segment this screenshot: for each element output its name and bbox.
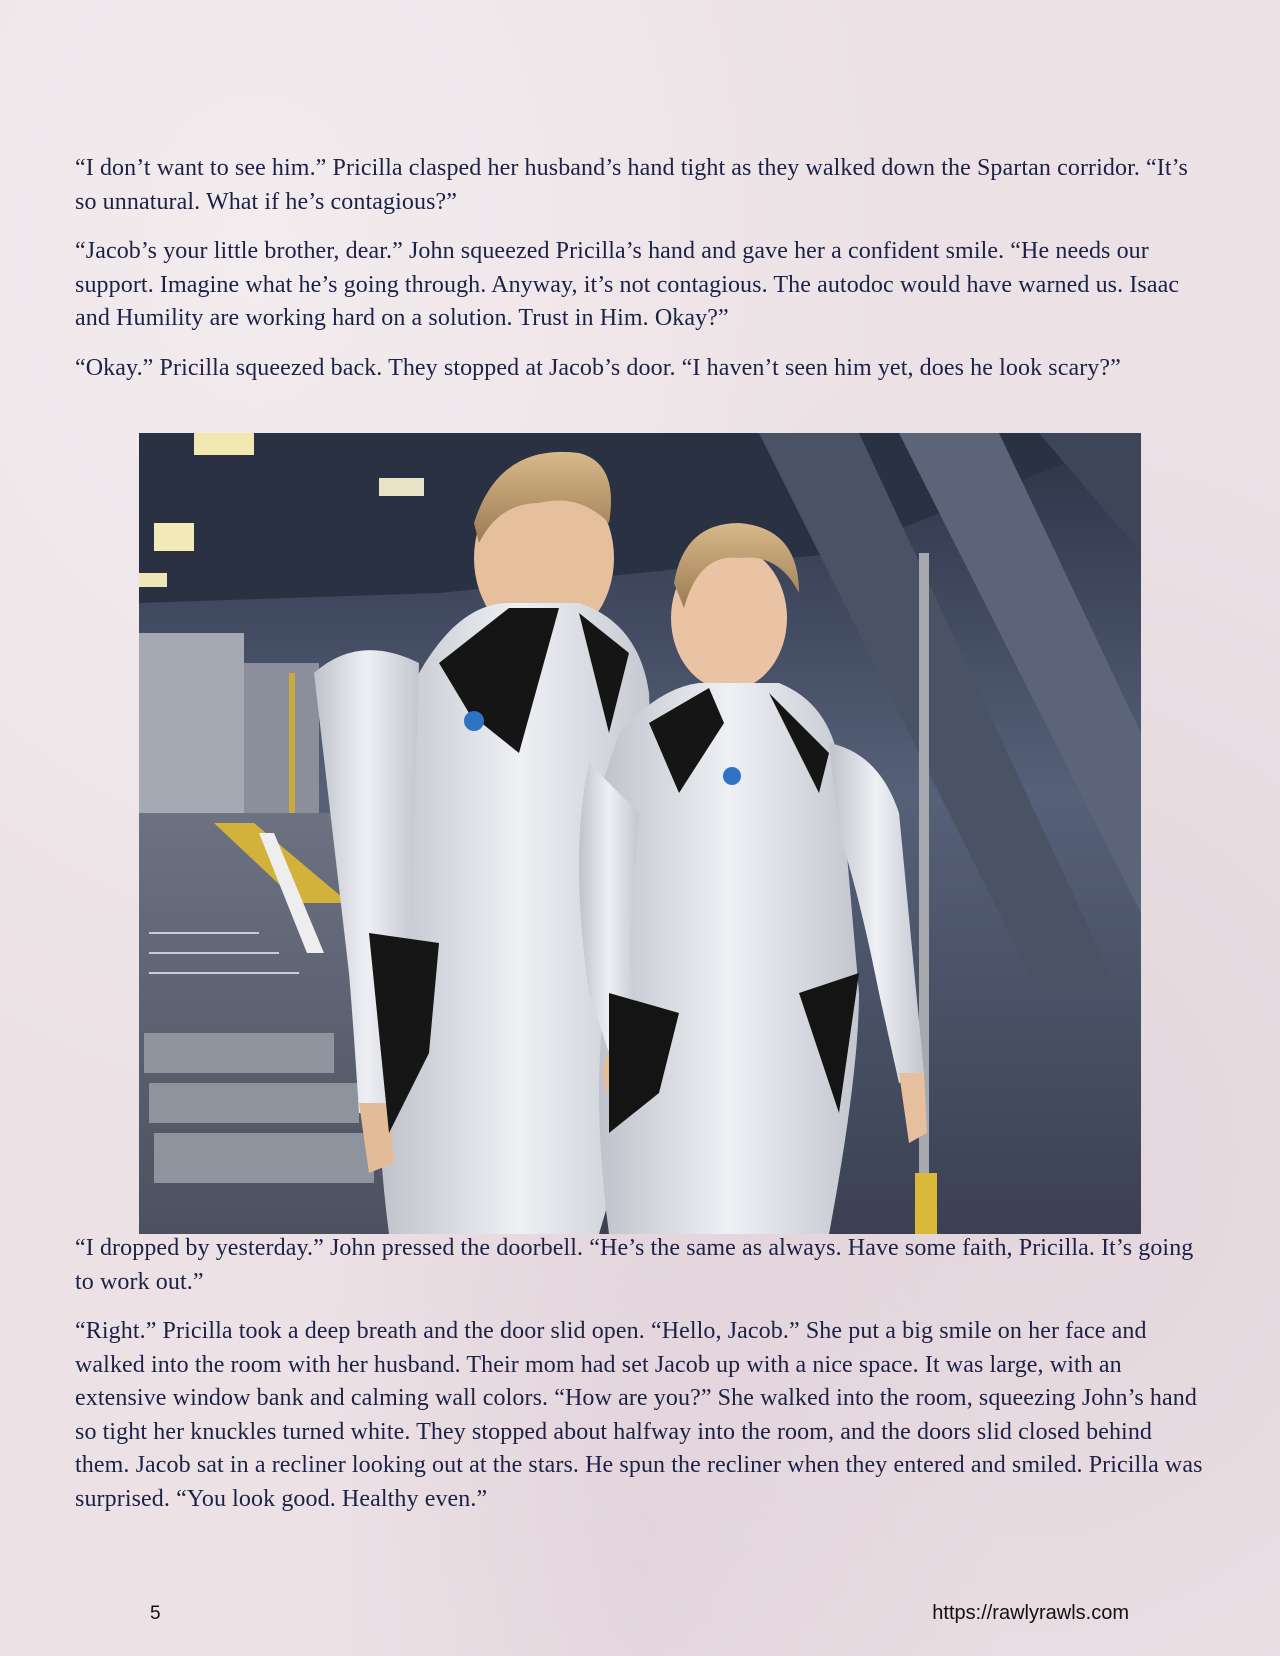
paragraph: “Jacob’s your little brother, dear.” John squeezed Pricilla’s hand and gave her a confident smile. “He needs our support. Imagine what he’s going through. Anyway, it’s not contagious. The autodoc would have warned us. Isaac and Humility are working hard on a solution. Trust in Him. Okay?” bbox=[75, 238, 1180, 331]
website-link[interactable]: https://rawlyrawls.com bbox=[932, 1602, 1129, 1624]
page-number: 5 bbox=[150, 1603, 161, 1624]
paragraph: “I don’t want to see him.” Pricilla clasped her husband’s hand tight as they walked down the Spartan corridor. “It’s so unnatural. What if he’s contagious?” bbox=[75, 155, 1188, 215]
paragraph: “Right.” Pricilla took a deep breath and the door slid open. “Hello, Jacob.” She put a big smile on her face and walked into the room with her husband. Their mom had set Jacob up with a nice space. It was large, with an extensive window bank and calming wall colors. “How are you?” She walked into the room, squeezing John’s hand so tight her knuckles turned white. They stopped about halfway into the room, and the doors slid closed behind them. Jacob sat in a recliner looking out at the stars. He spun the recliner when they entered and smiled. Pricilla was surprised. “You look good. Healthy even.” bbox=[75, 1318, 1203, 1512]
story-illustration bbox=[139, 433, 1141, 1234]
text-block-bottom bbox=[75, 1232, 1205, 1532]
paragraph: “I dropped by yesterday.” John pressed the doorbell. “He’s the same as always. Have some faith, Pricilla. It’s going to work out.” bbox=[75, 1235, 1194, 1295]
paragraph: “Okay.” Pricilla squeezed back. They stopped at Jacob’s door. “I haven’t seen him yet, does he look scary?” bbox=[75, 354, 1121, 381]
text-block-top bbox=[75, 152, 1205, 401]
